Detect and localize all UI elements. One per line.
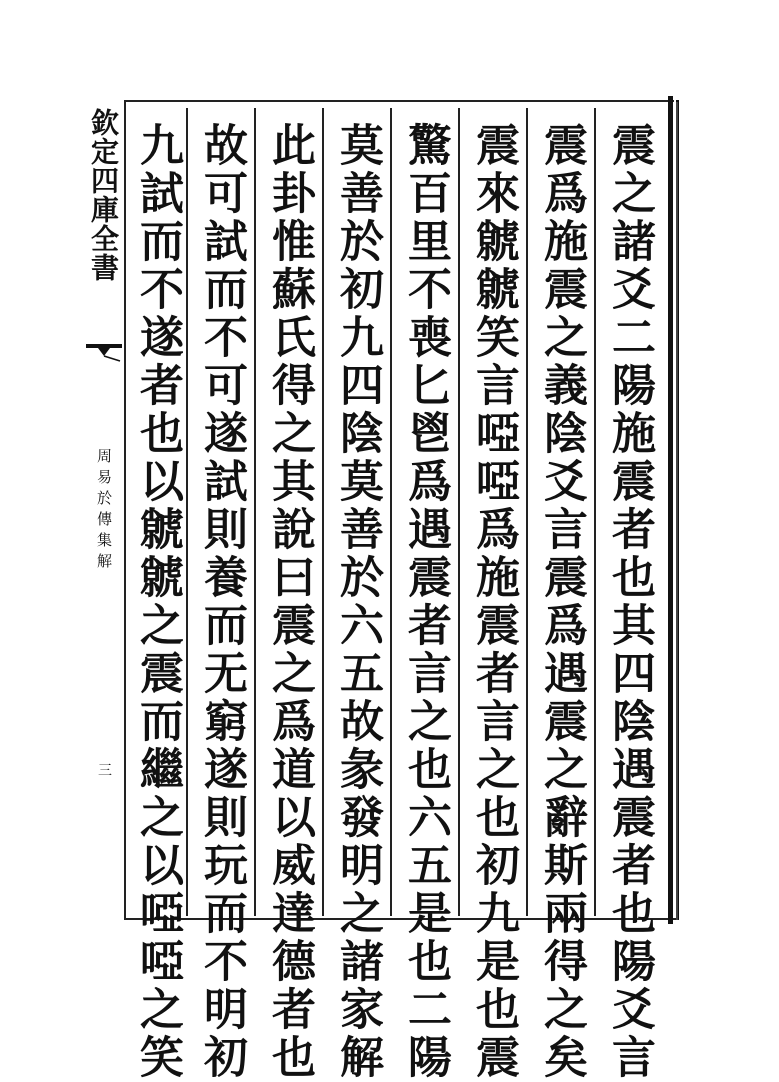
- column-rule: [390, 108, 392, 916]
- column-rule: [322, 108, 324, 916]
- margin-section-title: 周易於傳集解: [95, 448, 113, 574]
- text-column: 驚百里不喪匕鬯爲遇震者言之也六五是也二陽: [400, 122, 451, 1082]
- text-column: 莫善於初九四陰莫善於六五故彖發明之諸家解: [332, 122, 383, 1082]
- column-rule: [186, 108, 188, 916]
- margin-book-title: 欽定四庫全書: [87, 108, 120, 282]
- page-edge-line: [676, 102, 678, 920]
- column-rule: [458, 108, 460, 916]
- text-column: 震來虩虩笑言啞啞爲施震者言之也初九是也震: [468, 122, 519, 1082]
- text-column: 震爲施震之義陰爻言震爲遇震之辭斯兩得之矣: [536, 122, 587, 1082]
- binding-gutter: [668, 96, 673, 924]
- text-column: 震之諸爻二陽施震者也其四陰遇震者也陽爻言: [604, 122, 655, 1082]
- text-column: 此卦惟蘇氏得之其說曰震之爲道以威達德者也: [264, 122, 315, 1082]
- fish-tail-mark: [84, 340, 124, 362]
- margin-page-number: 三: [98, 763, 112, 779]
- text-column: 九試而不遂者也以虩虩之震而繼之以啞啞之笑: [132, 122, 183, 1082]
- frame-top-border: [124, 100, 674, 102]
- column-rule: [594, 108, 596, 916]
- column-rule: [254, 108, 256, 916]
- text-column: 故可試而不可遂試則養而无窮遂則玩而不明初: [196, 122, 247, 1082]
- column-rule: [526, 108, 528, 916]
